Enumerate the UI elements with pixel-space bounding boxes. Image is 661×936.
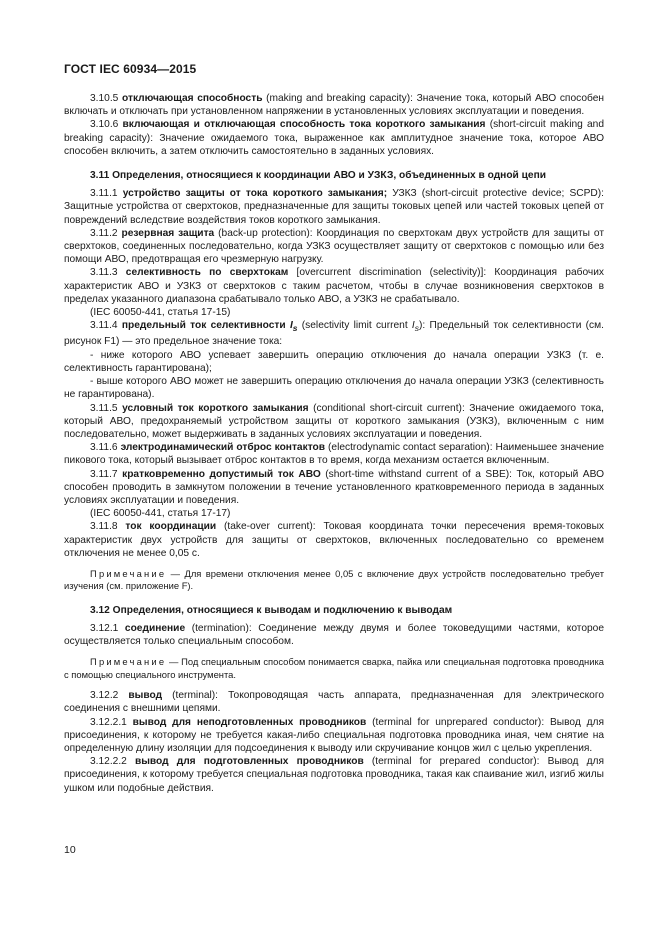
clause-3-12-1: 3.12.1 соединение (termination): Соединение между двумя и более токоведущими частями, которое осуществляется только специальным способом. (64, 622, 604, 648)
term: резервная защита (121, 227, 215, 239)
term: соединение (124, 622, 186, 634)
term: электродинамический отброс контактов (120, 442, 326, 454)
clause-3-12-2-2: 3.12.2.2 вывод для подготовленных проводников (terminal for prepared conductor): Вывод для присоединения, к которому требуется специальная подготовка проводника, такая как спаивание жил, изгиб жилы ушком или подобные действия. (64, 756, 604, 794)
term: предельный ток селективности (121, 320, 286, 332)
clause-3-12-2-1: 3.12.2.1 вывод для неподготовленных проводников (terminal for unprepared conductor): Вывод для присоединения, к которому не требуется какая-либо специальная подготовка проводника иная, чем снятие на определенную длину изоляции для подсоединения к выводу или скручивание концов жил с целью укрепления. (64, 716, 604, 754)
term: селективность по сверхтокам (125, 267, 289, 279)
clause-3-11-1: 3.11.1 устройство защиты от тока короткого замыкания; УЗКЗ (short-circuit protective device; SCPD): Защитные устройства от сверхтоков, предназначенные для защиты токовых цепей или частей токовых цепей от повреждений вследствие воздействия токов короткого замыкания. (64, 188, 604, 226)
clause-3-12-2: 3.12.2 вывод (terminal): Токопроводящая часть аппарата, предназначенная для электрического соединения с внешними цепями. (64, 690, 604, 715)
list-item: - выше которого АВО может не завершить операцию отключения до начала операции УЗКЗ (селективность не гарантирована). (64, 376, 604, 401)
clause-3-11-2: 3.11.2 резервная защита (back-up protection): Координация по сверхтокам двух устройств для защиты от сверхтоков, соединенных последовательно, когда УЗКЗ осуществляет защиту от сверхтоков с помощью или без помощи АВО, предотвращая его чрезмерную нагрузку. (64, 227, 604, 266)
clause-3-11-4: 3.11.4 предельный ток селективности $I_s$ (selectivity limit current $I_s$): Предельный ток селективности (см. рисунок F1) — это предельное значение тока: (64, 320, 604, 348)
term: отключающая способность (121, 93, 263, 104)
document-code: ГОСТ IEC 60934—2015 (64, 62, 197, 76)
note: Примечание — Для времени отключения менее 0,05 с включение двух устройств последовательно требует изучения (см. приложение F). (64, 567, 604, 592)
term: вывод для подготовленных проводников (134, 756, 364, 768)
clause-3-10-5: 3.10.5 отключающая способность (making and breaking capacity): Значение тока, который АВО способен включать и отключать при установленном напряжении в установленных условиях эксплуатации и поведения. (64, 93, 605, 118)
term: вывод для неподготовленных проводников (132, 716, 367, 728)
reference: (IEC 60050-441, статья 17-17) (90, 508, 231, 520)
clause-3-11-5: 3.11.5 условный ток короткого замыкания (conditional short-circuit current): Значение ожидаемого тока, который АВО, предохраняемый устройством защиты от короткого замыкания (УЗКЗ), включенным с ним последовательно, может выдерживать в заданных условиях эксплуатации и поведения. (64, 402, 604, 440)
note: Примечание — Под специальным способом понимается сварка, пайка или специальная подготовка проводника с помощью специального инструмента. (64, 656, 604, 680)
term: кратковременно допустимый ток АВО (122, 468, 321, 480)
section-heading-3-12: 3.12 Определения, относящиеся к выводам и подключению к выводам (90, 604, 453, 616)
list-item: - ниже которого АВО успевает завершить операцию отключения до начала операции УЗКЗ (т. е. селективность гарантирована); (64, 349, 604, 374)
term: ток координации (125, 521, 217, 533)
section-heading-3-11: 3.11 Определения, относящиеся к координации АВО и УЗКЗ, объединенных в одной цепи (90, 170, 546, 182)
note-label: Примечание (90, 656, 167, 668)
reference: (IEC 60050-441, статья 17-15) (90, 307, 231, 319)
term: устройство защиты от тока короткого замыкания; (122, 188, 388, 200)
note-label: Примечание (90, 567, 167, 579)
clause-3-10-6: 3.10.6 включающая и отключающая способность тока короткого замыкания (short-circuit making and breaking capacity): Значение ожидаемого тока, выраженное как амплитудное значение тока, которое АВО способен включить, а затем отключить самостоятельно в заданных условиях. (64, 119, 604, 157)
document-body (64, 92, 604, 795)
term: вывод (128, 690, 163, 702)
clause-3-11-6: 3.11.6 электродинамический отброс контактов (electrodynamic contact separation): Наименьшее значение пикового тока, который вызывает отброс контактов в то время, когда механизм остается включенным. (64, 442, 604, 467)
term: включающая и отключающая способность тока короткого замыкания (122, 119, 486, 131)
clause-3-11-7: 3.11.7 кратковременно допустимый ток АВО (short-time withstand current of a SBE): Ток, который АВО способен проводить в замкнутом положении в течение установленного кратковременного периода в заданных условиях эксплуатации и поведения. (64, 468, 604, 506)
page-number: 10 (64, 844, 76, 856)
clause-3-11-3: 3.11.3 селективность по сверхтокам [overcurrent discrimination (selectivity)]: Координация рабочих характеристик АВО и УЗКЗ от сверхтоков с таким расчетом, чтобы в случае возникновения сверхтоков в пределах указанного диапазона срабатывало только АВО, а УЗКЗ не срабатывало. (64, 267, 604, 305)
clause-3-11-8: 3.11.8 ток координации (take-over current): Токовая координата точки пересечения время-токовых характеристик двух устройств для защиты от сверхтоков, включенных последовательно со временем отключения не менее 0,05 с. (64, 521, 604, 559)
term: условный ток короткого замыкания (122, 402, 309, 414)
